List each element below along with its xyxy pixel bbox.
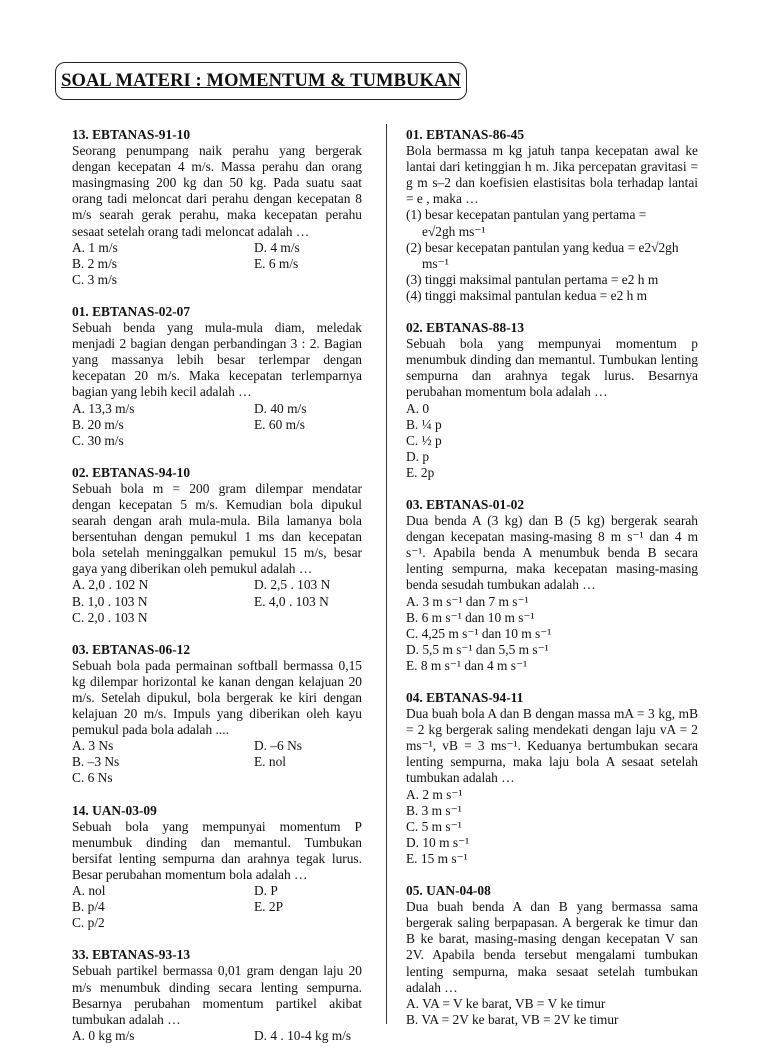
question-title: 13. EBTANAS-91-10 xyxy=(72,127,191,142)
question-title: 03. EBTANAS-06-12 xyxy=(72,641,191,657)
answer-option: E. 2p xyxy=(406,464,435,480)
question-text: Sebuah bola yang mempunyai momentum P menumbuk dinding dan memantul. Tumbukan bersifat lenting sempurna dan arahnya tegak lurus. Besar perubahan momentum bola adalah … xyxy=(72,818,362,882)
answer-option: C. p/2 xyxy=(72,915,105,931)
answer-option: A. 0 kg m/s xyxy=(72,1027,135,1043)
answer-option: B. ¼ p xyxy=(406,416,442,432)
question-title: 02. EBTANAS-88-13 xyxy=(406,320,525,336)
answer-option: C. 5 m s⁻¹ xyxy=(406,818,462,834)
answer-option: B. VA = 2V ke barat, VB = 2V ke timur xyxy=(406,1011,619,1027)
answer-option: D. 4 m/s xyxy=(254,239,300,255)
question-text: Bola bermassa m kg jatuh tanpa kecepatan awal ke lantai dari ketinggian h m. Jika percepatan gravitasi = g m s–2 dan koefisien elastisitas bola terhadap lantai = e , maka … xyxy=(406,143,698,207)
question-text: Dua buah benda A dan B yang bermassa sama bergerak saling berpapasan. A bergerak ke timur dan B ke barat, masing-masing dengan kecepatan V san 2V. Apabila benda tersebut mengalami tumbukan lenting sempurna, maka sesaat setelah tumbukan adalah … xyxy=(406,899,698,995)
question-title: 02. EBTANAS-94-10 xyxy=(72,464,191,480)
question-title: 14. UAN-03-09 xyxy=(72,802,157,818)
answer-option: B. 2 m/s xyxy=(72,255,118,271)
answer-option: A. VA = V ke barat, VB = V ke timur xyxy=(406,995,606,1011)
page-title-box xyxy=(55,62,467,100)
question-block xyxy=(72,803,362,932)
answer-option: E. 6 m/s xyxy=(254,255,299,271)
answer-option: C. 30 m/s xyxy=(72,432,124,448)
answer-option: B. p/4 xyxy=(72,899,105,915)
answer-option: E. 8 m s⁻¹ dan 4 m s⁻¹ xyxy=(406,657,528,673)
question-text: Sebuah bola pada permainan softball bermassa 0,15 kg dilempar horizontal ke kanan dengan kelajuan 20 m/s. Setelah dipukul, bola bergerak ke kiri dengan kelajuan 20 m/s. Impuls yang diberikan oleh kayu pemukul pada bola adalah .... xyxy=(72,657,362,738)
answer-options xyxy=(72,401,362,449)
question-block xyxy=(406,497,698,674)
answer-option: E. 15 m s⁻¹ xyxy=(406,850,468,866)
question-title: 01. EBTANAS-02-07 xyxy=(72,303,191,319)
question-title: 01. EBTANAS-86-45 xyxy=(406,127,525,142)
answer-options xyxy=(72,240,362,288)
answer-option: B. –3 Ns xyxy=(72,754,120,770)
answer-option: D. 40 m/s xyxy=(254,400,307,416)
answer-option: B. 20 m/s xyxy=(72,416,124,432)
question-text: Sebuah partikel bermassa 0,01 gram dengan laju 20 m/s menumbuk dinding secara lenting sempurna. Besarnya perubahan momentum partikel akibat tumbukan adalah … xyxy=(72,963,362,1027)
question-title: 05. UAN-04-08 xyxy=(406,883,491,899)
answer-options xyxy=(406,401,698,481)
right-column xyxy=(406,127,698,1044)
answer-options xyxy=(72,577,362,625)
answer-option: B. 6 m s⁻¹ dan 10 m s⁻¹ xyxy=(406,609,535,625)
question-block xyxy=(72,947,362,1044)
answer-option: D. 2,5 . 103 N xyxy=(254,577,331,593)
page-title: SOAL MATERI : MOMENTUM & TUMBUKAN xyxy=(61,70,461,91)
question-block xyxy=(72,642,362,787)
question-block xyxy=(406,883,698,1028)
question-block xyxy=(406,127,698,304)
answer-option: D. p xyxy=(406,448,430,464)
answer-option: D. 5,5 m s⁻¹ dan 5,5 m s⁻¹ xyxy=(406,641,549,657)
answer-option: A. 2,0 . 102 N xyxy=(72,577,149,593)
statement-item: (1) besar kecepatan pantulan yang pertama = xyxy=(406,207,647,223)
answer-option: E. nol xyxy=(254,754,286,770)
answer-option: E. 4,0 . 103 N xyxy=(254,593,329,609)
answer-option: A. 2 m s⁻¹ xyxy=(406,786,463,802)
answer-option: B. 1,0 . 103 N xyxy=(72,593,148,609)
question-text: Sebuah bola yang mempunyai momentum p menumbuk dinding dan memantul. Tumbukan lenting sempurna dan arahnya tegak lurus. Besarnya perubahan momentum bola adalah … xyxy=(406,336,698,400)
answer-option: D. P xyxy=(254,883,278,899)
answer-options xyxy=(406,787,698,867)
question-block xyxy=(72,127,362,288)
answer-options xyxy=(406,996,698,1028)
statement-item: (3) tinggi maksimal pantulan pertama = e2 h m xyxy=(406,271,659,287)
answer-option: C. ½ p xyxy=(406,432,442,448)
answer-option: C. 2,0 . 103 N xyxy=(72,609,148,625)
column-divider xyxy=(386,124,387,1024)
answer-option: C. 3 m/s xyxy=(72,271,118,287)
answer-option: A. nol xyxy=(72,883,106,899)
question-text: Seorang penumpang naik perahu yang bergerak dengan kecepatan 4 m/s. Massa perahu dan orang masingmasing 200 kg dan 50 kg. Pada suatu saat orang tadi meloncat dari perahu dengan kecepatan 8 m/s searah gerak perahu, maka kecepatan perahu sesaat setelah orang tadi meloncat adalah … xyxy=(72,143,362,239)
question-title: 03. EBTANAS-01-02 xyxy=(406,496,525,512)
question-text: Sebuah benda yang mula-mula diam, meledak menjadi 2 bagian dengan perbandingan 3 : 2. Bagian yang massanya lebih besar terlempar dengan kecepatan 20 m/s. Maka kecepatan terlemparnya bagian yang lebih kecil adalah … xyxy=(72,320,362,400)
answer-option: A. 13,3 m/s xyxy=(72,400,135,416)
question-title: 04. EBTANAS-94-11 xyxy=(406,690,524,705)
answer-option: A. 3 m s⁻¹ dan 7 m s⁻¹ xyxy=(406,593,529,609)
statement-item: (2) besar kecepatan pantulan yang kedua = e2√2gh xyxy=(406,239,679,255)
statement-formula: e√2gh ms⁻¹ xyxy=(422,223,486,239)
answer-options xyxy=(72,1028,362,1044)
answer-option: D. 4 . 10-4 kg m/s xyxy=(254,1027,352,1043)
answer-option: D. –6 Ns xyxy=(254,738,302,754)
question-block xyxy=(406,320,698,481)
answer-option: D. 10 m s⁻¹ xyxy=(406,834,470,850)
question-block xyxy=(72,465,362,626)
answer-option: A. 0 xyxy=(406,400,430,416)
question-block xyxy=(72,304,362,449)
statement-item: (4) tinggi maksimal pantulan kedua = e2 h m xyxy=(406,287,648,303)
answer-options xyxy=(406,594,698,674)
answer-option: E. 2P xyxy=(254,899,284,915)
answer-option: E. 60 m/s xyxy=(254,416,305,432)
answer-options xyxy=(72,883,362,931)
answer-option: B. 3 m s⁻¹ xyxy=(406,802,462,818)
answer-options xyxy=(72,738,362,786)
answer-option: A. 1 m/s xyxy=(72,239,118,255)
question-text: Dua benda A (3 kg) dan B (5 kg) bergerak searah dengan kecepatan masing-masing 8 m s⁻¹ dan 4 m s⁻¹. Apabila benda A menumbuk benda B secara lenting sempurna, maka kecepatan masing-masing benda sesudah tumbukan adalah … xyxy=(406,513,698,593)
question-text: Sebuah bola m = 200 gram dilempar mendatar dengan kecepatan 5 m/s. Kemudian bola dipukul searah dengan arah mula-mula. Bila lamanya bola bersentuhan dengan pemukul 1 ms dan kecepatan bola setelah meninggalkan pemukul 15 m/s, besar gaya yang diberikan oleh pemukul adalah … xyxy=(72,480,362,577)
answer-option: C. 4,25 m s⁻¹ dan 10 m s⁻¹ xyxy=(406,625,552,641)
question-block xyxy=(406,690,698,867)
answer-option: A. 3 Ns xyxy=(72,738,114,754)
question-title: 33. EBTANAS-93-13 xyxy=(72,947,191,963)
question-text: Dua buah bola A dan B dengan massa mA = 3 kg, mB = 2 kg bergerak saling mendekati dengan laju vA = 2 ms⁻¹, vB = 3 ms⁻¹. Keduanya bertumbukan secara lenting sempurna, maka laju bola A sesaat setelah tumbukan adalah … xyxy=(406,706,698,786)
answer-option: C. 6 Ns xyxy=(72,770,113,786)
left-column xyxy=(72,127,362,1060)
statement-formula: ms⁻¹ xyxy=(422,255,449,271)
